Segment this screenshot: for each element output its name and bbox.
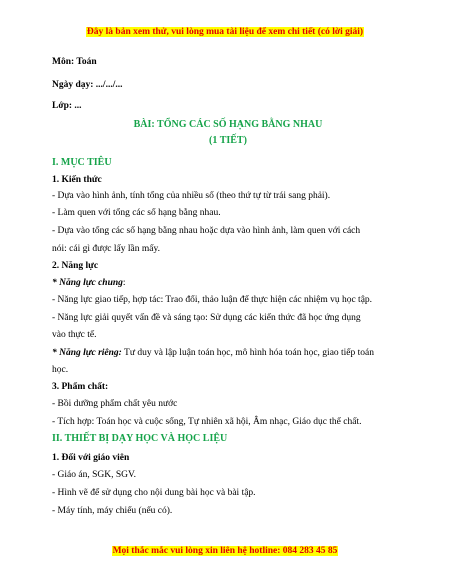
specific-competence <box>52 347 404 359</box>
section-heading-objectives: I. MỤC TIÊU <box>52 157 112 168</box>
knowledge-item-cont: nói: cái gì được lấy lần mấy. <box>52 244 160 254</box>
quality-heading: 3. Phẩm chất: <box>52 382 109 392</box>
general-competence-title: * Năng lực chung <box>52 278 123 288</box>
teacher-item: - Giáo án, SGK, SGV. <box>52 470 137 480</box>
specific-competence-label: * Năng lực riêng: <box>52 348 122 358</box>
preview-banner-text: Đây là bản xem thử, vui lòng mua tài liệu để xem chi tiết (có lời giải) <box>86 27 364 37</box>
knowledge-item: - Dựa vào tổng các số hạng bằng nhau hoặc dựa vào hình ảnh, làm quen với cách <box>52 226 361 236</box>
knowledge-heading: 1. Kiến thức <box>52 175 102 185</box>
general-competence-item: - Năng lực giao tiếp, hợp tác: Trao đổi, thảo luận để thực hiện các nhiệm vụ học tập. <box>52 295 373 305</box>
section-heading-equipment: II. THIẾT BỊ DẠY HỌC VÀ HỌC LIỆU <box>52 433 228 444</box>
teacher-item: - Hình vẽ để sử dụng cho nội dung bài học và bài tập. <box>52 488 256 498</box>
date-line: Ngày dạy: .../.../... <box>52 80 123 90</box>
lesson-duration: (1 TIẾT) <box>209 135 247 146</box>
general-competence-label <box>52 277 404 289</box>
lesson-title: BÀI: TỔNG CÁC SỐ HẠNG BẰNG NHAU <box>133 119 323 130</box>
quality-item: - Bồi dưỡng phẩm chất yêu nước <box>52 399 178 409</box>
general-competence-item-cont: vào thực tế. <box>52 330 97 340</box>
knowledge-item: - Làm quen với tổng các số hạng bằng nhau. <box>52 208 221 218</box>
hotline-banner-text: Mọi thắc mắc vui lòng xin liên hệ hotline: 084 283 45 85 <box>112 546 338 556</box>
general-competence-item: - Năng lực giải quyết vấn đề và sáng tạo: Sử dụng các kiến thức đã học ứng dụng <box>52 313 361 323</box>
teacher-item: - Máy tính, máy chiếu (nếu có). <box>52 506 173 516</box>
competence-heading: 2. Năng lực <box>52 261 99 271</box>
specific-competence-cont: học. <box>52 365 69 375</box>
specific-competence-text: Tư duy và lập luận toán học, mô hình hóa toán học, giao tiếp toán <box>121 348 375 358</box>
knowledge-item: - Dựa vào hình ảnh, tính tổng của nhiều số (theo thứ tự từ trái sang phải). <box>52 191 331 201</box>
hotline-banner <box>0 546 450 556</box>
subject-line: Môn: Toán <box>52 57 97 67</box>
teacher-heading: 1. Đối với giáo viên <box>52 453 130 463</box>
class-line: Lớp: ... <box>52 101 82 111</box>
quality-item: - Tích hợp: Toán học và cuộc sống, Tự nhiên xã hội, Âm nhạc, Giáo dục thể chất. <box>52 417 362 427</box>
general-competence-colon: : <box>122 278 126 288</box>
preview-banner <box>0 27 450 37</box>
